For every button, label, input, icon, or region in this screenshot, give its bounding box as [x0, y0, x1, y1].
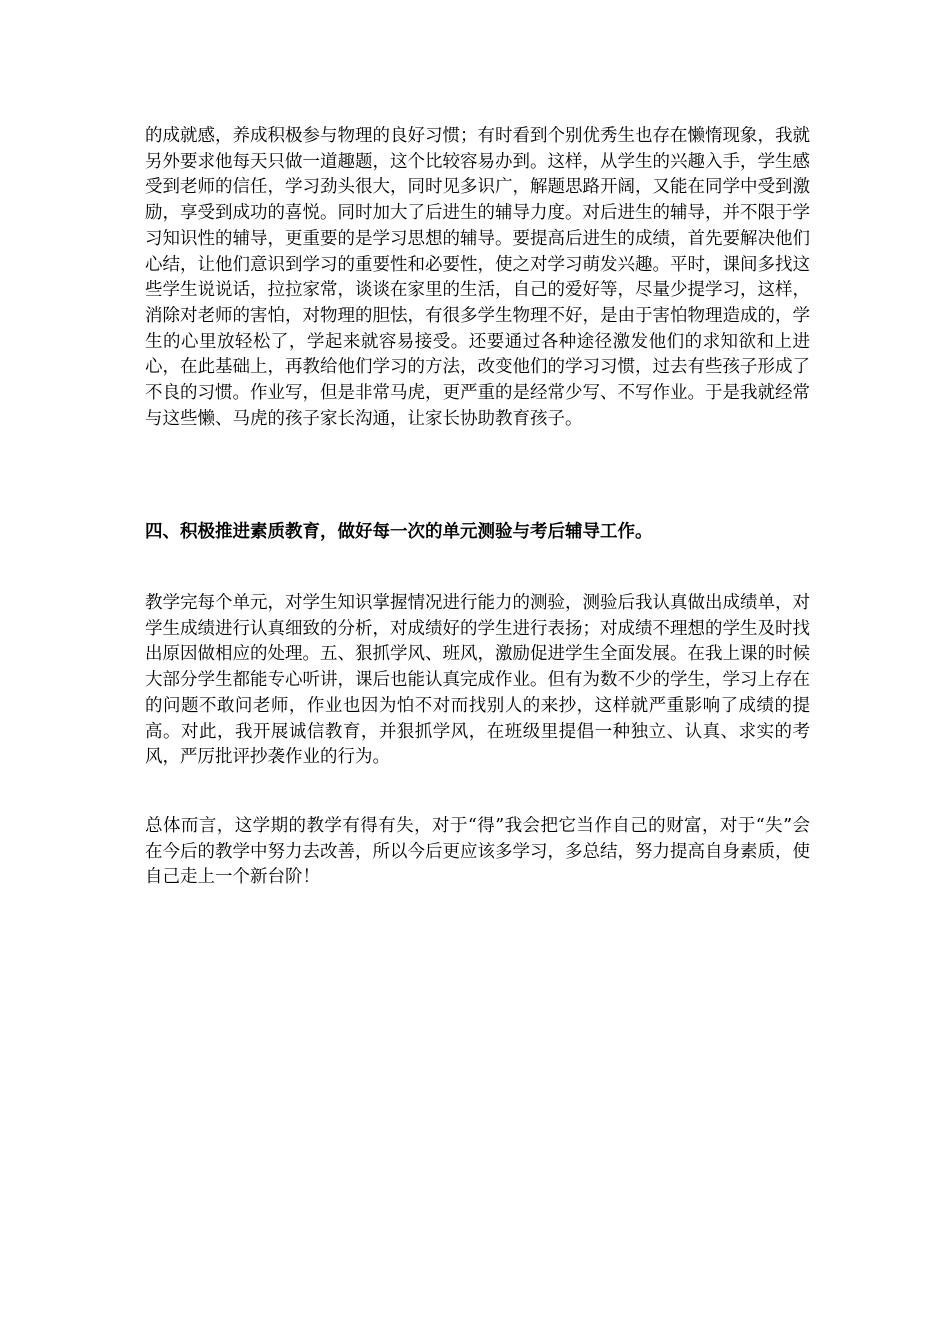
- paragraph-1: 的成就感，养成积极参与物理的良好习惯；有时看到个别优秀生也存在懒惰现象，我就另外要求他每天只做一道趣题，这个比较容易办到。这样，从学生的兴趣入手，学生感受到老师的信任，学习劲头很大，同时见多识广，解题思路开阔，又能在同学中受到激励，享受到成功的喜悦。同时加大了后进生的辅导力度。对后进生的辅导，并不限于学习知识性的辅导，更重要的是学习思想的辅导。要提高后进生的成绩，首先要解决他们心结，让他们意识到学习的重要性和必要性，使之对学习萌发兴趣。平时，课间多找这些学生说说话，拉拉家常，谈谈在家里的生活，自己的爱好等，尽量少提学习，这样，消除对老师的害怕，对物理的胆怯，有很多学生物理不好，是由于害怕物理造成的，学生的心里放轻松了，学起来就容易接受。还要通过各种途径激发他们的求知欲和上进心，在此基础上，再教给他们学习的方法，改变他们的学习习惯，过去有些孩子形成了不良的习惯。作业写，但是非常马虎，更严重的是经常少写、不写作业。于是我就经常与这些懒、马虎的孩子家长沟通，让家长协助教育孩子。: [145, 126, 810, 429]
- document-body: [145, 124, 810, 888]
- paragraph-2: 教学完每个单元，对学生知识掌握情况进行能力的测验，测验后我认真做出成绩单，对学生成绩进行认真细致的分析，对成绩好的学生进行表扬；对成绩不理想的学生及时找出原因做相应的处理。五、狠抓学风、班风，激励促进学生全面发展。在我上课的时候大部分学生都能专心听讲，课后也能认真完成作业。但有为数不少的学生，学习上存在的问题不敢问老师，作业也因为怕不对而找别人的来抄，这样就严重影响了成绩的提高。对此，我开展诚信教育，并狠抓学风，在班级里提倡一种独立、认真、求实的考风，严厉批评抄袭作业的行为。: [145, 593, 810, 768]
- section-heading: 四、积极推进素质教育，做好每一次的单元测验与考后辅导工作。: [145, 522, 653, 542]
- paragraph-3: 总体而言，这学期的教学有得有失，对于“得”我会把它当作自己的财富，对于“失”会在今后的教学中努力去改善，所以今后更应该多学习，多总结，努力提高自身素质，使自己走上一个新台阶！: [145, 816, 810, 888]
